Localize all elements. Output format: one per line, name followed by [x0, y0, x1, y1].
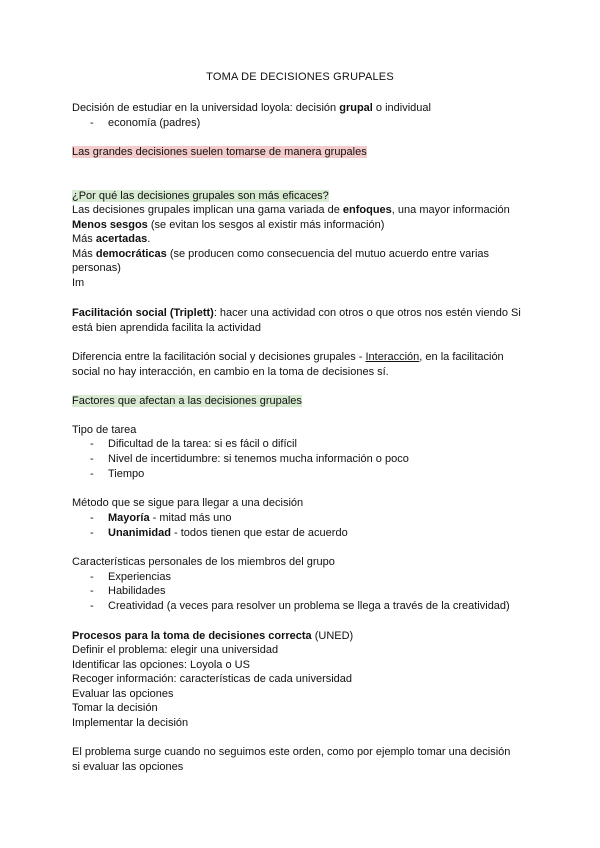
- list-item: [108, 511, 232, 525]
- text: (se producen como consecuencia del mutuo acuerdo entre varias: [166, 248, 490, 260]
- personal-heading: Características personales de los miembros del grupo: [72, 556, 335, 568]
- closing-line-2: si evaluar las opciones: [72, 761, 184, 773]
- list-item: Creatividad (a veces para resolver un problema se llega a través de la creatividad): [108, 600, 510, 612]
- bold-text: Mayoría: [108, 512, 150, 524]
- bold-text: Unanimidad: [108, 527, 171, 539]
- bullet-dash: -: [90, 512, 94, 524]
- facilitation-line-2: está bien aprendida facilita la actividad: [72, 322, 261, 334]
- bold-text: democráticas: [95, 248, 167, 260]
- bullet-dash: -: [90, 117, 94, 129]
- text: .: [147, 233, 151, 245]
- why-line-6: Im: [72, 277, 85, 289]
- text: Diferencia entre la facilitación social y decisiones grupales -: [72, 351, 366, 363]
- process-step: Implementar la decisión: [72, 717, 189, 729]
- bullet-dash: -: [90, 571, 94, 583]
- underlined-text: Interacción: [365, 351, 420, 363]
- bullet-dash: -: [90, 468, 94, 480]
- highlight-text: Las grandes decisiones suelen tomarse de manera grupales: [72, 146, 367, 158]
- highlight-factores: [72, 394, 302, 408]
- bullet-dash: -: [90, 527, 94, 539]
- text: - mitad más uno: [149, 512, 232, 524]
- bullet-dash: -: [90, 585, 94, 597]
- text: (UNED): [311, 630, 354, 642]
- text: (se evitan los sesgos al existir más información): [147, 219, 385, 231]
- why-heading-text: ¿Por qué las decisiones grupales son más eficaces?: [72, 190, 329, 202]
- list-item: [108, 526, 348, 540]
- bold-text: Procesos para la toma de decisiones correcta: [72, 630, 312, 642]
- intro-text: Decisión de estudiar en la universidad loyola: decisión: [72, 102, 340, 114]
- process-step: Definir el problema: elegir una universidad: [72, 644, 279, 656]
- text: Más: [72, 248, 96, 260]
- bullet-dash: -: [90, 600, 94, 612]
- list-item: Experiencias: [108, 571, 171, 583]
- why-line-1: [72, 203, 510, 217]
- text: : hacer una actividad con otros o que otros nos estén viendo Si: [213, 307, 521, 319]
- why-line-5: personas): [72, 262, 121, 274]
- why-line-2: [72, 218, 384, 232]
- process-step: Tomar la decisión: [72, 702, 158, 714]
- intro-bullet: economía (padres): [108, 117, 201, 129]
- task-heading: Tipo de tarea: [72, 424, 137, 436]
- text: - todos tienen que estar de acuerdo: [170, 527, 348, 539]
- why-line-4: [72, 247, 489, 261]
- list-item: Dificultad de la tarea: si es fácil o difícil: [108, 438, 297, 450]
- difference-line-2: social no hay interacción, en cambio en la toma de decisiones sí.: [72, 366, 389, 378]
- highlight-grandes: [72, 145, 367, 159]
- bold-text: Menos sesgos: [72, 219, 148, 231]
- intro-bold: grupal: [339, 102, 373, 114]
- closing-line-1: El problema surge cuando no seguimos este orden, como por ejemplo tomar una decisión: [72, 746, 511, 758]
- text: Más: [72, 233, 96, 245]
- why-heading: [72, 189, 329, 203]
- process-step: Identificar las opciones: Loyola o US: [72, 659, 250, 671]
- text: , una mayor información: [391, 204, 510, 216]
- method-heading: Método que se sigue para llegar a una decisión: [72, 497, 304, 509]
- intro-line: [72, 101, 431, 115]
- bullet-dash: -: [90, 453, 94, 465]
- bullet-dash: -: [90, 438, 94, 450]
- list-item: Habilidades: [108, 585, 166, 597]
- bold-text: acertadas: [95, 233, 148, 245]
- facilitation-line-1: [72, 306, 521, 320]
- text: Las decisiones grupales implican una gama variada de: [72, 204, 343, 216]
- process-step: Evaluar las opciones: [72, 688, 174, 700]
- highlight-text: Factores que afectan a las decisiones grupales: [72, 395, 302, 407]
- bold-text: enfoques: [342, 204, 392, 216]
- process-heading: [72, 629, 353, 643]
- bold-text: Facilitación social (Triplett): [72, 307, 214, 319]
- intro-text-end: o individual: [372, 102, 431, 114]
- text: , en la facilitación: [419, 351, 504, 363]
- why-line-3: [72, 232, 150, 246]
- list-item: Tiempo: [108, 468, 145, 480]
- page-title: TOMA DE DECISIONES GRUPALES: [206, 71, 394, 83]
- list-item: Nivel de incertidumbre: si tenemos mucha información o poco: [108, 453, 409, 465]
- difference-line-1: [72, 350, 504, 364]
- process-step: Recoger información: características de cada universidad: [72, 673, 353, 685]
